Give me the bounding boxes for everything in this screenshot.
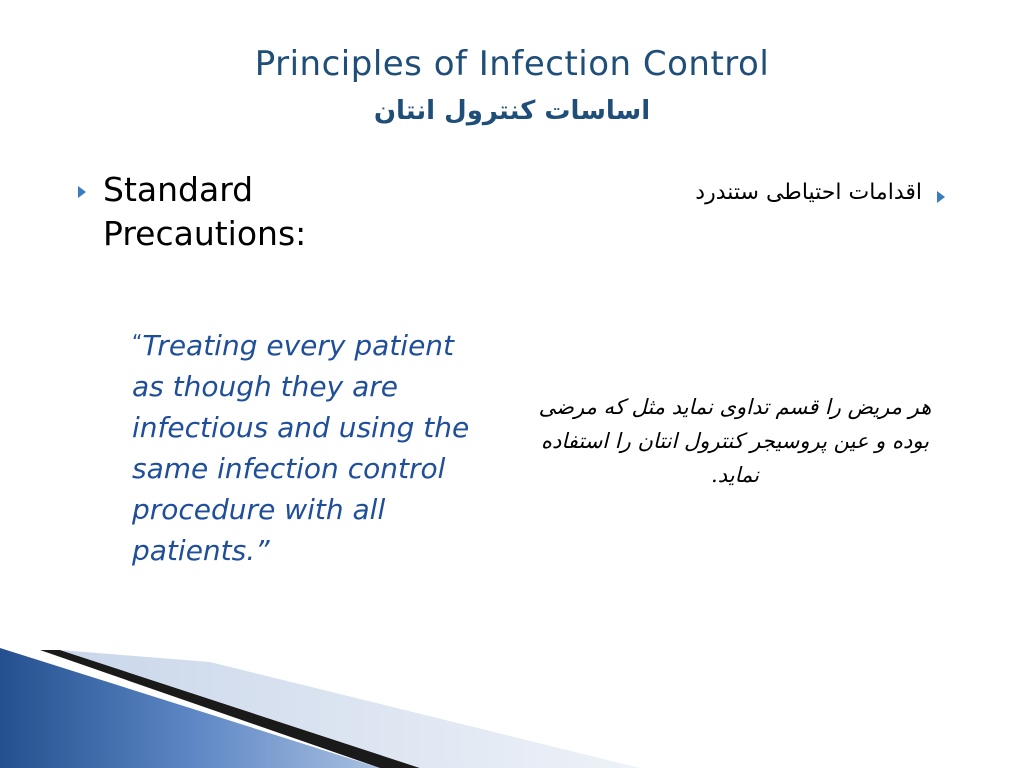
bullet-arrow-icon [78,186,86,198]
quote-text: Treating every patient as though they are infectious and using the same infection control procedure with all patients.” [132,329,470,567]
precaution-paragraph-persian: هر مریض را قسم تداوی نماید مثل که مرضی بوده و عین پروسیجر کنترول انتان را استفاده نماید. [538,395,932,487]
bullet-standard-precautions: Standard Precautions: [103,170,307,253]
slide-subtitle-persian: اساسات کنترول انتان [373,96,651,126]
slide-title: Principles of Infection Control [254,44,770,84]
precaution-quote [132,322,477,571]
bullet-arrow-icon [937,191,945,203]
decorative-bottom-band [0,628,1024,768]
bullet-standard-precautions-persian: اقدامات احتیاطی ستندرد [695,180,922,205]
quote-open-mark: “ [132,330,143,354]
